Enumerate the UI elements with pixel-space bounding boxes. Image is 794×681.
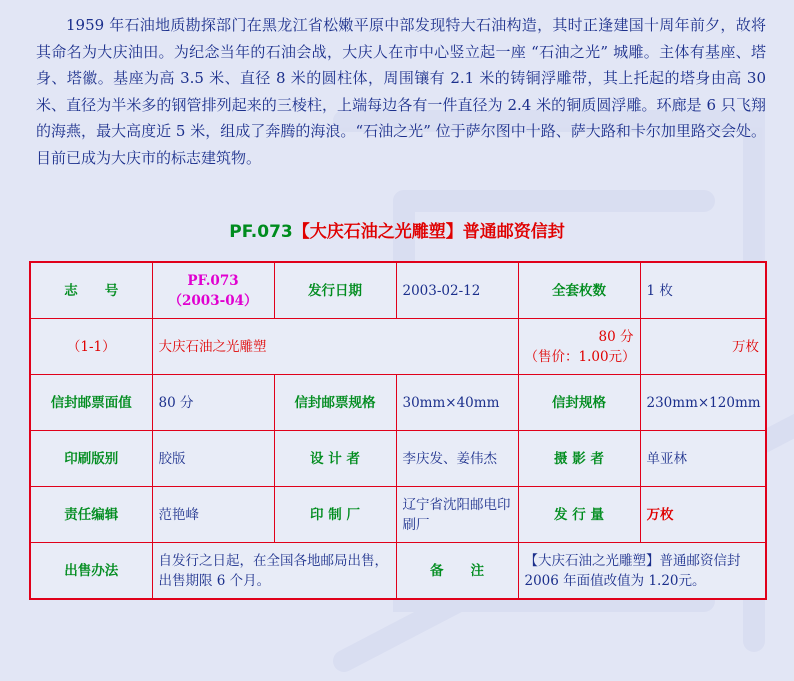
label-note: 备 注	[396, 543, 518, 600]
intro-paragraph: 1959 年石油地质勘探部门在黑龙江省松嫩平原中部发现特大石油构造，其时正逢建国十周年前夕，故将其命名为大庆油田。为纪念当年的石油会战，大庆人在市中心竖立起一座 “石油之光” 城雕。主体有基座、塔身、塔徽。基座为高 3.5 米、直径 8 米的圆柱体，周围镶有 2.1 米的铸铜浮雕带，其上托起的塔身由高 30 米、直径为半米多的钢管排列起来的三棱柱，上端每边各有一件直径为 2.4 米的铜质圆浮雕。环廊是 6 只飞翔的海燕，最大高度近 5 米，组成了奔腾的海浪。“石油之光” 位于萨尔图中十路、萨大路和卡尔加里路交会处。目前已成为大庆市的标志建筑物。	[36, 16, 766, 167]
face-value: 80 分	[152, 375, 274, 431]
stamp-size: 30mm×40mm	[396, 375, 518, 431]
item-title: 大庆石油之光雕塑	[152, 319, 518, 375]
label-envelope-size: 信封规格	[518, 375, 640, 431]
table-row	[30, 375, 766, 431]
label-print-method: 印刷版别	[30, 431, 152, 487]
table-row	[30, 262, 766, 319]
label-volume: 发 行 量	[518, 487, 640, 543]
label-set-count: 全套枚数	[518, 262, 640, 319]
volume: 万枚	[640, 487, 766, 543]
table-row	[30, 431, 766, 487]
issue-date: 2003-02-12	[396, 262, 518, 319]
label-face-value: 信封邮票面值	[30, 375, 152, 431]
serial-value	[152, 262, 274, 319]
print-method: 胶版	[152, 431, 274, 487]
item-number: （1-1）	[30, 319, 152, 375]
editor: 范艳峰	[152, 487, 274, 543]
label-issue-date: 发行日期	[274, 262, 396, 319]
label-stamp-size: 信封邮票规格	[274, 375, 396, 431]
page-heading	[0, 217, 794, 242]
table-row	[30, 487, 766, 543]
label-designer: 设 计 者	[274, 431, 396, 487]
table-row	[30, 543, 766, 600]
photographer: 单亚林	[640, 431, 766, 487]
label-photographer: 摄 影 者	[518, 431, 640, 487]
heading-name: 【大庆石油之光雕塑】	[292, 222, 463, 242]
serial-sub: （2003-04）	[168, 292, 258, 309]
note: 【大庆石油之光雕塑】普通邮资信封 2006 年面值改值为 1.20元。	[518, 543, 766, 600]
table-row	[30, 319, 766, 375]
item-price: （售价：1.00元）	[524, 348, 636, 365]
issue-info-table	[29, 261, 767, 600]
item-face-value	[518, 319, 640, 375]
label-serial: 志 号	[30, 262, 152, 319]
printer: 辽宁省沈阳邮电印刷厂	[396, 487, 518, 543]
envelope-size: 230mm×120mm	[640, 375, 766, 431]
sale-method: 自发行之日起，在全国各地邮局出售，出售期限 6 个月。	[152, 543, 396, 600]
set-count: 1 枚	[640, 262, 766, 319]
label-sale-method: 出售办法	[30, 543, 152, 600]
heading-type: 普通邮资信封	[462, 222, 565, 242]
label-editor: 责任编辑	[30, 487, 152, 543]
heading-code: PF.073	[229, 222, 293, 242]
designer: 李庆发、姜伟杰	[396, 431, 518, 487]
item-quantity: 万枚	[640, 319, 766, 375]
label-printer: 印 制 厂	[274, 487, 396, 543]
serial-code: PF.073	[187, 272, 239, 289]
item-face: 80 分	[598, 328, 634, 345]
